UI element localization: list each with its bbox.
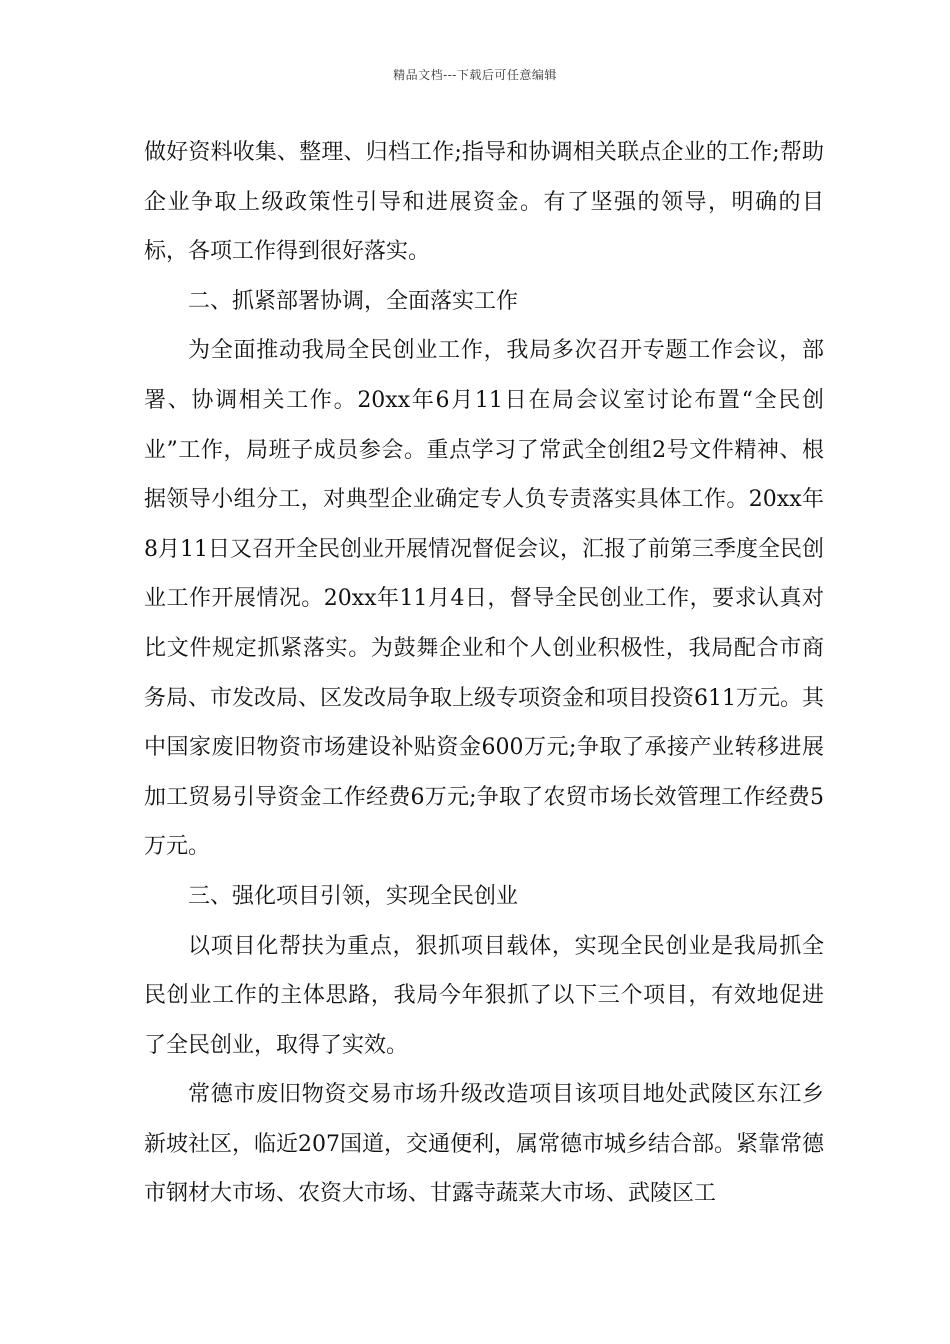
paragraph-2: 为全面推动我局全民创业工作，我局多次召开专题工作会议，部署、协调相关工作。20xx年6月11日在局会议室讨论布置“全民创业”工作，局班子成员参会。重点学习了常武全创组2号文件精神、根据领导小组分工，对典型企业确定专人负专责落实具体工作。20xx年8月11日又召开全民创业开展情况督促会议，汇报了前第三季度全民创业工作开展情况。20xx年11月4日，督导全民创业工作，要求认真对比文件规定抓紧落实。为鼓舞企业和个人创业积极性，我局配合市商务局、市发改局、区发改局争取上级专项资金和项目投资611万元。其中国家废旧物资市场建设补贴资金600万元;争取了承接产业转移进展加工贸易引导资金工作经费6万元;争取了农贸市场长效管理工作经费5万元。 <box>144 338 824 860</box>
section-heading-2: 二、抓紧部署协调，全面落实工作 <box>188 288 519 314</box>
page-header: 精品文档---下载后可任意编辑 <box>393 68 557 82</box>
paragraph-1: 做好资料收集、整理、归档工作;指导和协调相关联点企业的工作;帮助企业争取上级政策性引导和进展资金。有了坚强的领导，明确的目标，各项工作得到很好落实。 <box>144 140 824 265</box>
paragraph-3: 以项目化帮扶为重点，狠抓项目载体，实现全民创业是我局抓全民创业工作的主体思路，我局今年狠抓了以下三个项目，有效地促进了全民创业，取得了实效。 <box>144 933 824 1058</box>
section-heading-3: 三、强化项目引领，实现全民创业 <box>188 883 519 909</box>
paragraph-4: 常德市废旧物资交易市场升级改造项目该项目地处武陵区东江乡新坡社区，临近207国道，交通便利，属常德市城乡结合部。紧靠常德市钢材大市场、农资大市场、甘露寺蔬菜大市场、武陵区工 <box>144 1082 824 1207</box>
document-body <box>144 128 824 1219</box>
